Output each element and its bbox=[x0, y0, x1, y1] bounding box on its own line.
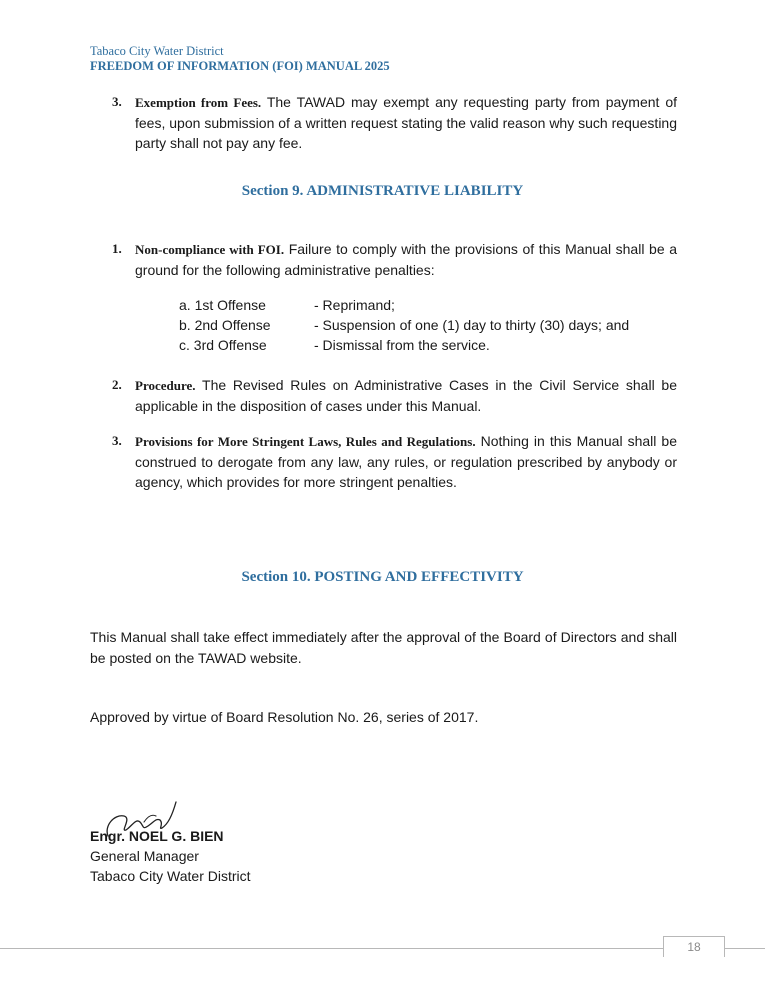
item-lead: Non-compliance with FOI. bbox=[135, 242, 285, 257]
item-text: The Revised Rules on Administrative Cases in the Civil Service shall be applicable in the disposition of cases under this Manual. bbox=[135, 377, 677, 414]
liability-item-2 bbox=[112, 375, 677, 416]
penalty-label: a. 1st Offense bbox=[179, 297, 266, 313]
exemption-item bbox=[112, 92, 677, 153]
item-text: The TAWAD may exempt any requesting party from payment of fees, upon submission of a written request stating the valid reason why such requesting party shall not pay any fee. bbox=[135, 94, 678, 151]
header-manual-title: FREEDOM OF INFORMATION (FOI) MANUAL 2025 bbox=[90, 59, 390, 73]
penalty-row bbox=[179, 315, 629, 335]
penalty-desc: - Dismissal from the service. bbox=[314, 337, 490, 353]
liability-item-3 bbox=[112, 431, 677, 492]
item-number: 2. bbox=[112, 377, 122, 392]
approval-paragraph: Approved by virtue of Board Resolution No. 26, series of 2017. bbox=[90, 709, 479, 725]
item-text: Failure to comply with the provisions of this Manual shall be a ground for the following administrative penalties: bbox=[135, 241, 677, 278]
penalty-row bbox=[179, 335, 490, 355]
item-lead: Provisions for More Stringent Laws, Rules and Regulations. bbox=[135, 434, 476, 449]
signatory-title: General Manager bbox=[90, 848, 199, 864]
running-header bbox=[90, 44, 390, 74]
penalty-row bbox=[179, 295, 395, 315]
item-body bbox=[135, 239, 677, 280]
page-number: 18 bbox=[663, 936, 725, 957]
penalty-desc: - Reprimand; bbox=[314, 297, 395, 313]
penalty-desc: - Suspension of one (1) day to thirty (30) days; and bbox=[314, 317, 630, 333]
item-number: 3. bbox=[112, 433, 122, 448]
item-lead: Exemption from Fees. bbox=[135, 95, 262, 110]
item-body bbox=[135, 375, 677, 416]
penalty-label: c. 3rd Offense bbox=[179, 337, 267, 353]
signatory-org: Tabaco City Water District bbox=[90, 868, 251, 884]
header-org: Tabaco City Water District bbox=[90, 44, 224, 58]
liability-item-1 bbox=[112, 239, 677, 280]
item-number: 3. bbox=[112, 94, 122, 109]
section-9-title: Section 9. ADMINISTRATIVE LIABILITY bbox=[241, 183, 524, 199]
section-10-title: Section 10. POSTING AND EFFECTIVITY bbox=[241, 569, 524, 585]
item-body bbox=[135, 431, 677, 492]
item-body bbox=[135, 92, 677, 153]
item-number: 1. bbox=[112, 241, 122, 256]
footer-rule bbox=[0, 948, 765, 949]
effectivity-paragraph: This Manual shall take effect immediately after the approval of the Board of Directors and shall be posted on the TAWAD website. bbox=[90, 629, 677, 666]
signature-block bbox=[90, 826, 251, 886]
penalty-label: b. 2nd Offense bbox=[179, 317, 271, 333]
signatory-name: Engr. NOEL G. BIEN bbox=[90, 828, 224, 844]
item-lead: Procedure. bbox=[135, 378, 196, 393]
item-text: Nothing in this Manual shall be construed to derogate from any law, any rules, or regulation prescribed by anybody or agency, which provides for more stringent penalties. bbox=[135, 433, 677, 490]
